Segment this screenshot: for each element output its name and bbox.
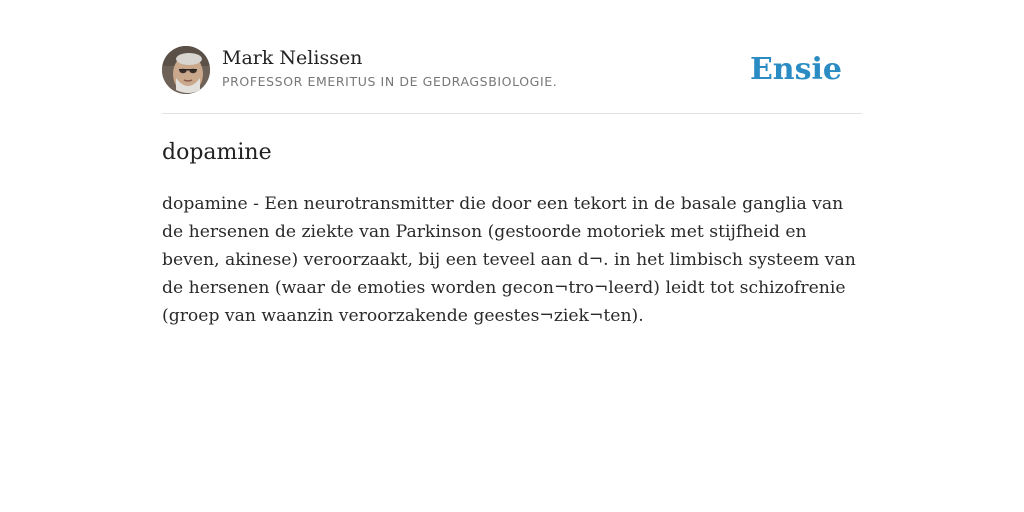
entry-definition: dopamine - Een neurotransmitter die door een tekort in de basale ganglia van de hersenen de ziekte van Parkinson (gestoorde motoriek met stijfheid en beven, akinese) veroorzaakt, bij een teveel aan d¬. in het limbisch systeem van de hersenen (waar de emoties worden gecon¬tro¬leerd) leidt tot schizofrenie (groep van waanzin veroorzakende geestes¬ziek¬ten).	[162, 194, 856, 326]
author-name[interactable]: Mark Nelissen	[222, 47, 363, 69]
author-title: PROFESSOR EMERITUS IN DE GEDRAGSBIOLOGIE.	[222, 74, 558, 89]
entry-title: dopamine	[162, 140, 272, 165]
ensie-logo-link[interactable]: Ensie	[749, 52, 842, 87]
author-avatar[interactable]	[162, 46, 210, 94]
author-header	[162, 46, 862, 96]
header-divider	[162, 113, 862, 114]
